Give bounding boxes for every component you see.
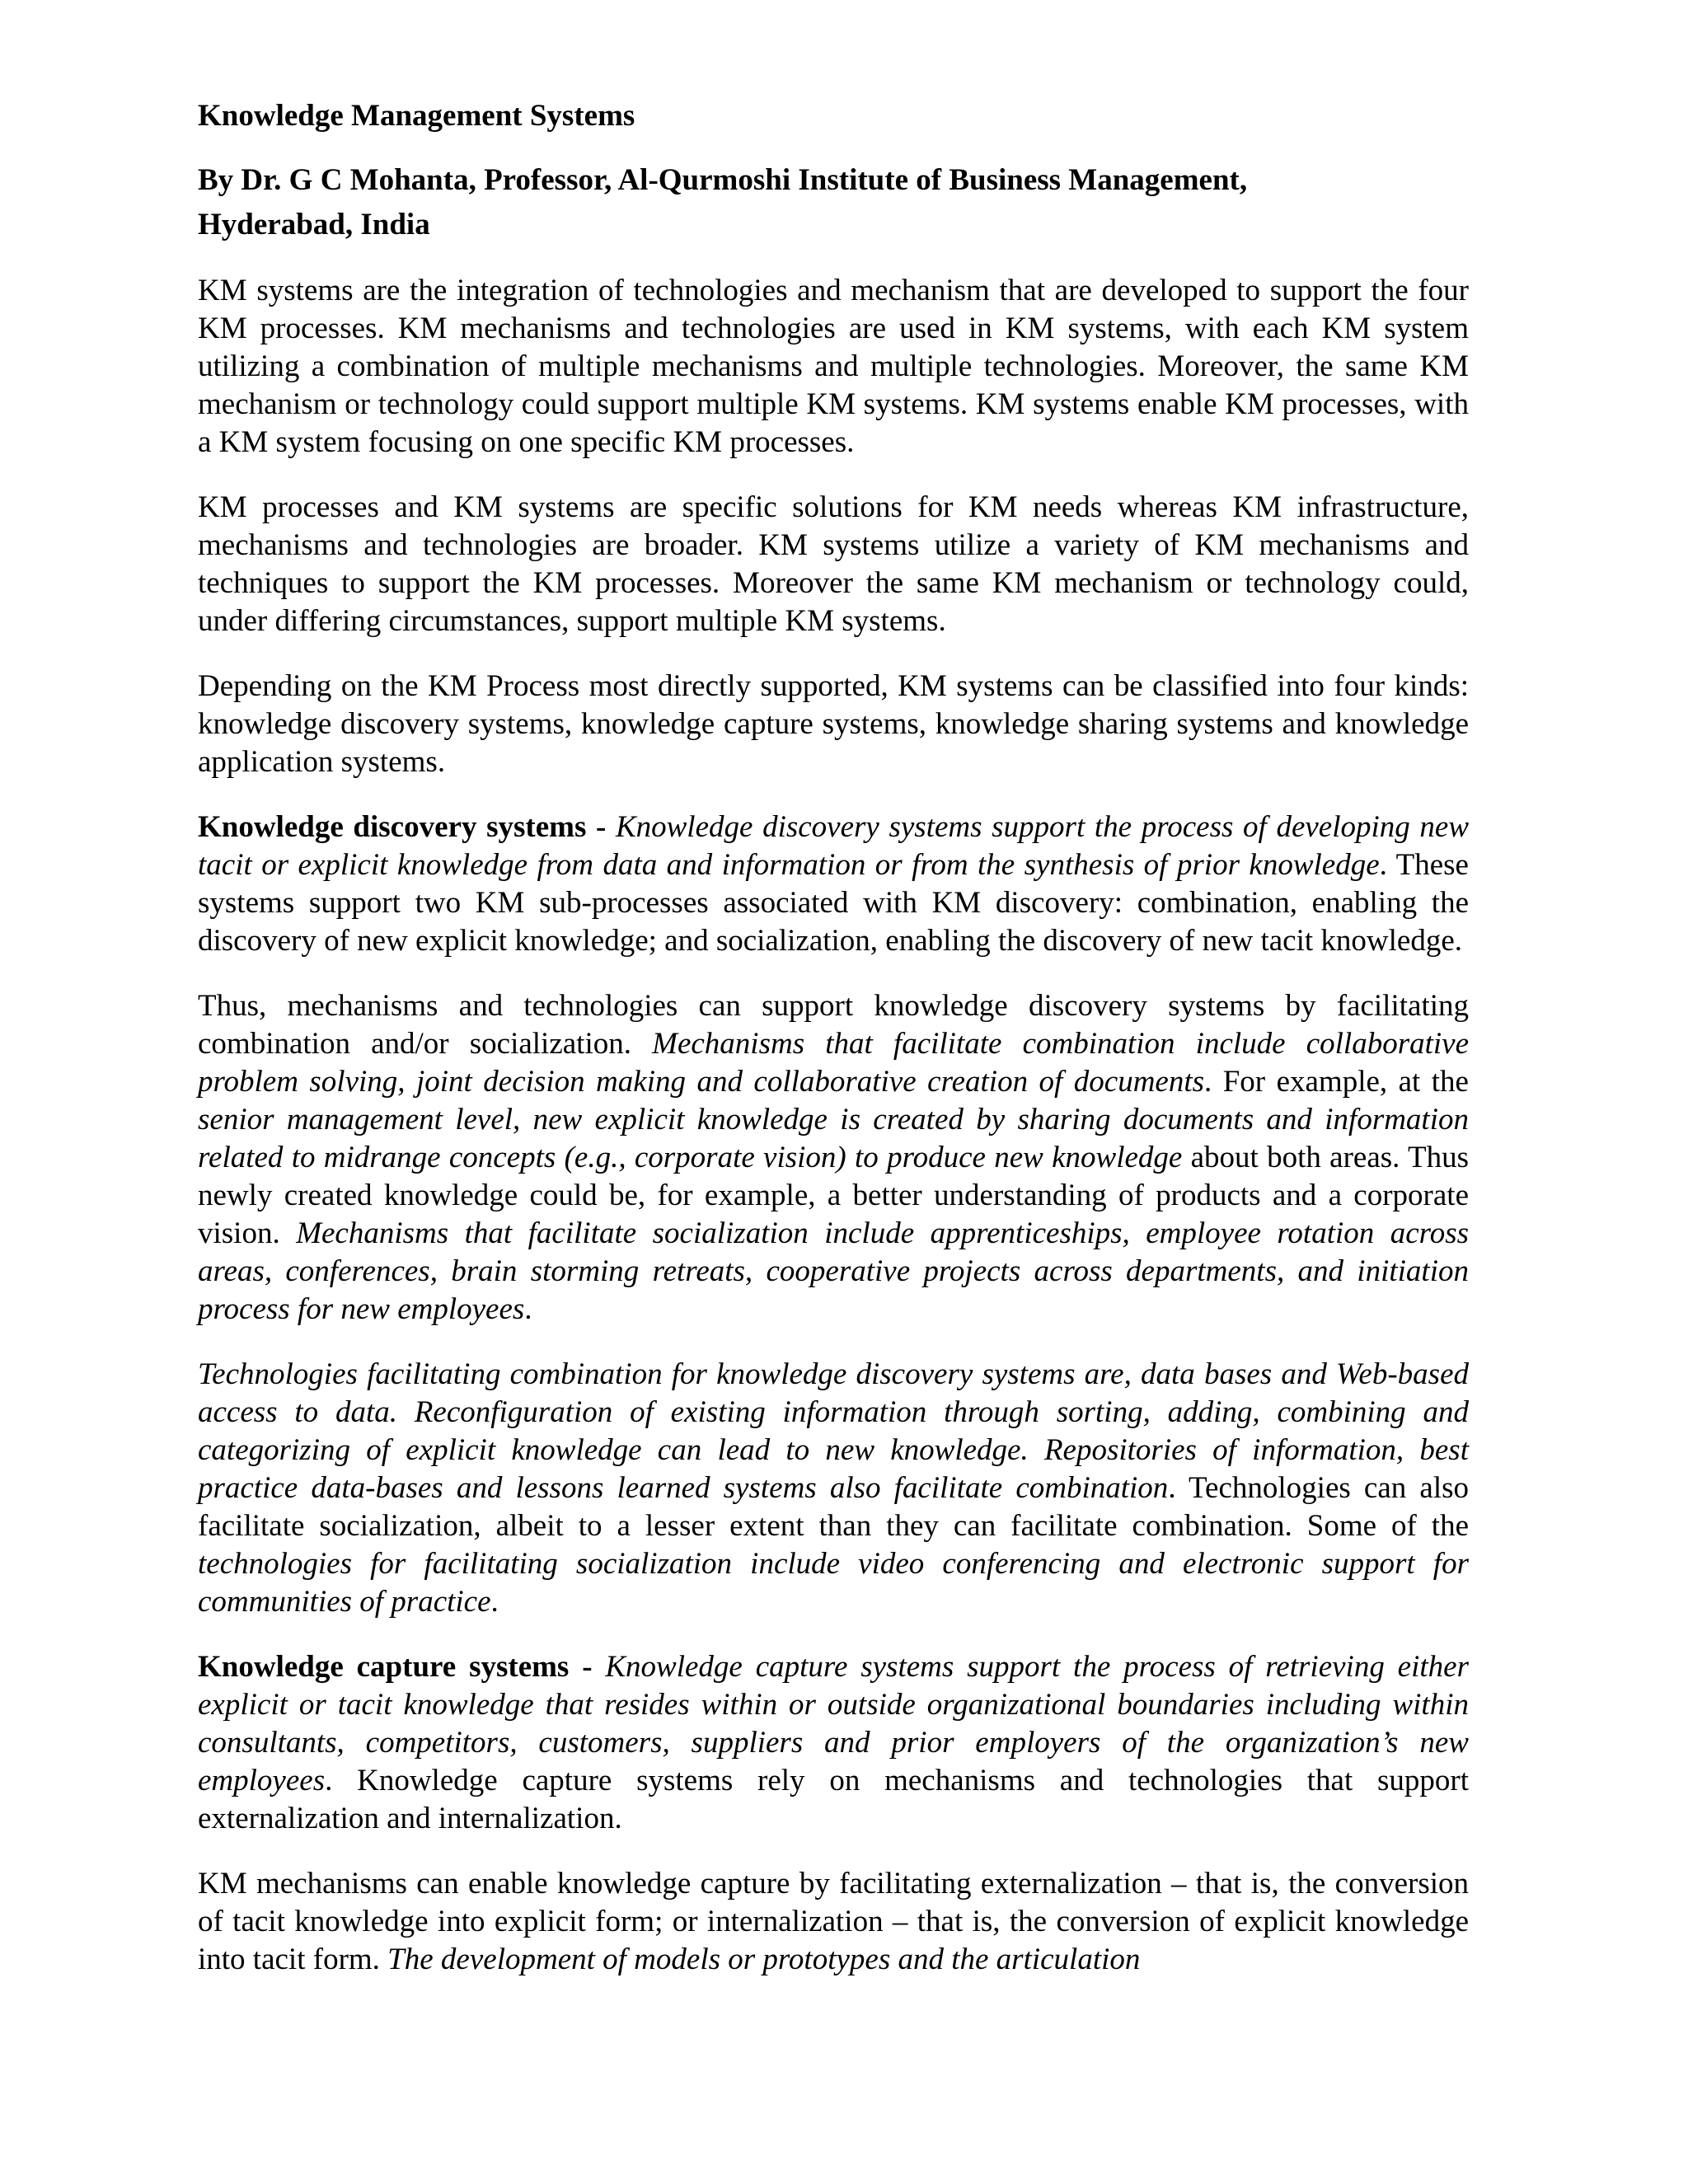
author-byline xyxy=(198,158,1469,247)
body-paragraph xyxy=(198,1648,1469,1838)
paragraph-text: Mechanisms that facilitate combination include collaborative problem solving, joint decision making and collaborative creation of documents xyxy=(198,1027,1469,1099)
body-paragraph xyxy=(198,272,1469,462)
section-heading: Knowledge capture systems - xyxy=(198,1650,606,1684)
paragraph-text: . xyxy=(490,1585,499,1619)
body-paragraph xyxy=(198,987,1469,1329)
paragraph-text: The development of models or prototypes and the articulation xyxy=(387,1943,1141,1976)
paragraph-text: . Knowledge capture systems rely on mechanisms and technologies that support externalization and internalization. xyxy=(198,1764,1469,1835)
paragraph-text: Mechanisms that facilitate socialization include apprenticeships, employee rotation across areas, conferences, brain storming retreats, cooperative projects across departments, and initiation process for new employees xyxy=(198,1216,1469,1326)
paragraph-text: . xyxy=(524,1292,532,1326)
paragraph-text: technologies for facilitating socialization include video conferencing and electronic support for communities of practice xyxy=(198,1547,1469,1619)
paragraph-text: Thus, mechanisms and technologies can support knowledge discovery systems by facilitating combination and/or socialization. xyxy=(198,989,1469,1061)
body-paragraph xyxy=(198,668,1469,781)
document-title: Knowledge Management Systems xyxy=(198,99,635,133)
document-body xyxy=(198,97,1469,2006)
byline-line-1: By Dr. G C Mohanta, Professor, Al-Qurmoshi Institute of Business Management, xyxy=(198,163,1248,197)
paragraph-text: KM processes and KM systems are specific solutions for KM needs whereas KM infrastructure, mechanisms and technologies are broader. KM systems utilize a variety of KM mechanisms and techniques to support the KM processes. Moreover the same KM mechanism or technology could, under differing circumstances, support multiple KM systems. xyxy=(198,490,1469,638)
section-heading: Knowledge discovery systems - xyxy=(198,810,616,844)
paragraph-text: . These systems support two KM sub-processes associated with KM discovery: combination, enabling the discovery of new explicit knowledge; and socialization, enabling the discovery of new tacit knowledge. xyxy=(198,848,1469,958)
paragraph-text: senior management level, new explicit knowledge is created by sharing documents and information related to midrange concepts (e.g., corporate vision) to produce new knowledge xyxy=(198,1103,1469,1174)
paragraph-text: Knowledge capture systems support the process of retrieving either explicit or tacit knowledge that resides within or outside organizational boundaries including within consultants, competitors, customers, suppliers and prior employers of the organization’s new employees xyxy=(198,1650,1469,1797)
paragraph-text: . Technologies can also facilitate socialization, albeit to a lesser extent than they can facilitate combination. Some of the xyxy=(198,1471,1469,1543)
paragraph-text: KM mechanisms can enable knowledge capture by facilitating externalization – that is, the conversion of tacit knowledge into explicit form; or internalization – that is, the conversion of explicit knowledge into tacit form. xyxy=(198,1867,1469,1976)
paragraph-text: Technologies facilitating combination for knowledge discovery systems are, data bases and Web-based access to data. Reconfiguration of existing information through sorting, adding, combining and categorizing of explicit knowledge can lead to new knowledge. Repositories of information, best practice data-bases and lessons learned systems also facilitate combination xyxy=(198,1357,1469,1505)
byline-line-2: Hyderabad, India xyxy=(198,208,430,241)
paragraph-text: KM systems are the integration of technologies and mechanism that are developed to support the four KM processes. KM mechanisms and technologies are used in KM systems, with each KM system utilizing a combination of multiple mechanisms and multiple technologies. Moreover, the same KM mechanism or technology could support multiple KM systems. KM systems enable KM processes, with a KM system focusing on one specific KM processes. xyxy=(198,274,1469,459)
paragraph-text: about both areas. Thus newly created knowledge could be, for example, a better understanding of products and a corporate vision. xyxy=(198,1141,1469,1250)
paragraph-text: Knowledge discovery systems support the process of developing new tacit or explicit knowledge from data and information or from the synthesis of prior knowledge xyxy=(198,810,1470,882)
body-paragraph xyxy=(198,489,1469,640)
paragraph-text: . For example, at the xyxy=(1204,1065,1469,1099)
paragraph-list xyxy=(198,272,1469,1979)
body-paragraph xyxy=(198,1865,1469,1979)
body-paragraph xyxy=(198,808,1469,960)
body-paragraph xyxy=(198,1356,1469,1621)
paragraph-text: Depending on the KM Process most directly supported, KM systems can be classified into four kinds: knowledge discovery systems, knowledge capture systems, knowledge sharing systems and knowledge application systems. xyxy=(198,669,1469,779)
